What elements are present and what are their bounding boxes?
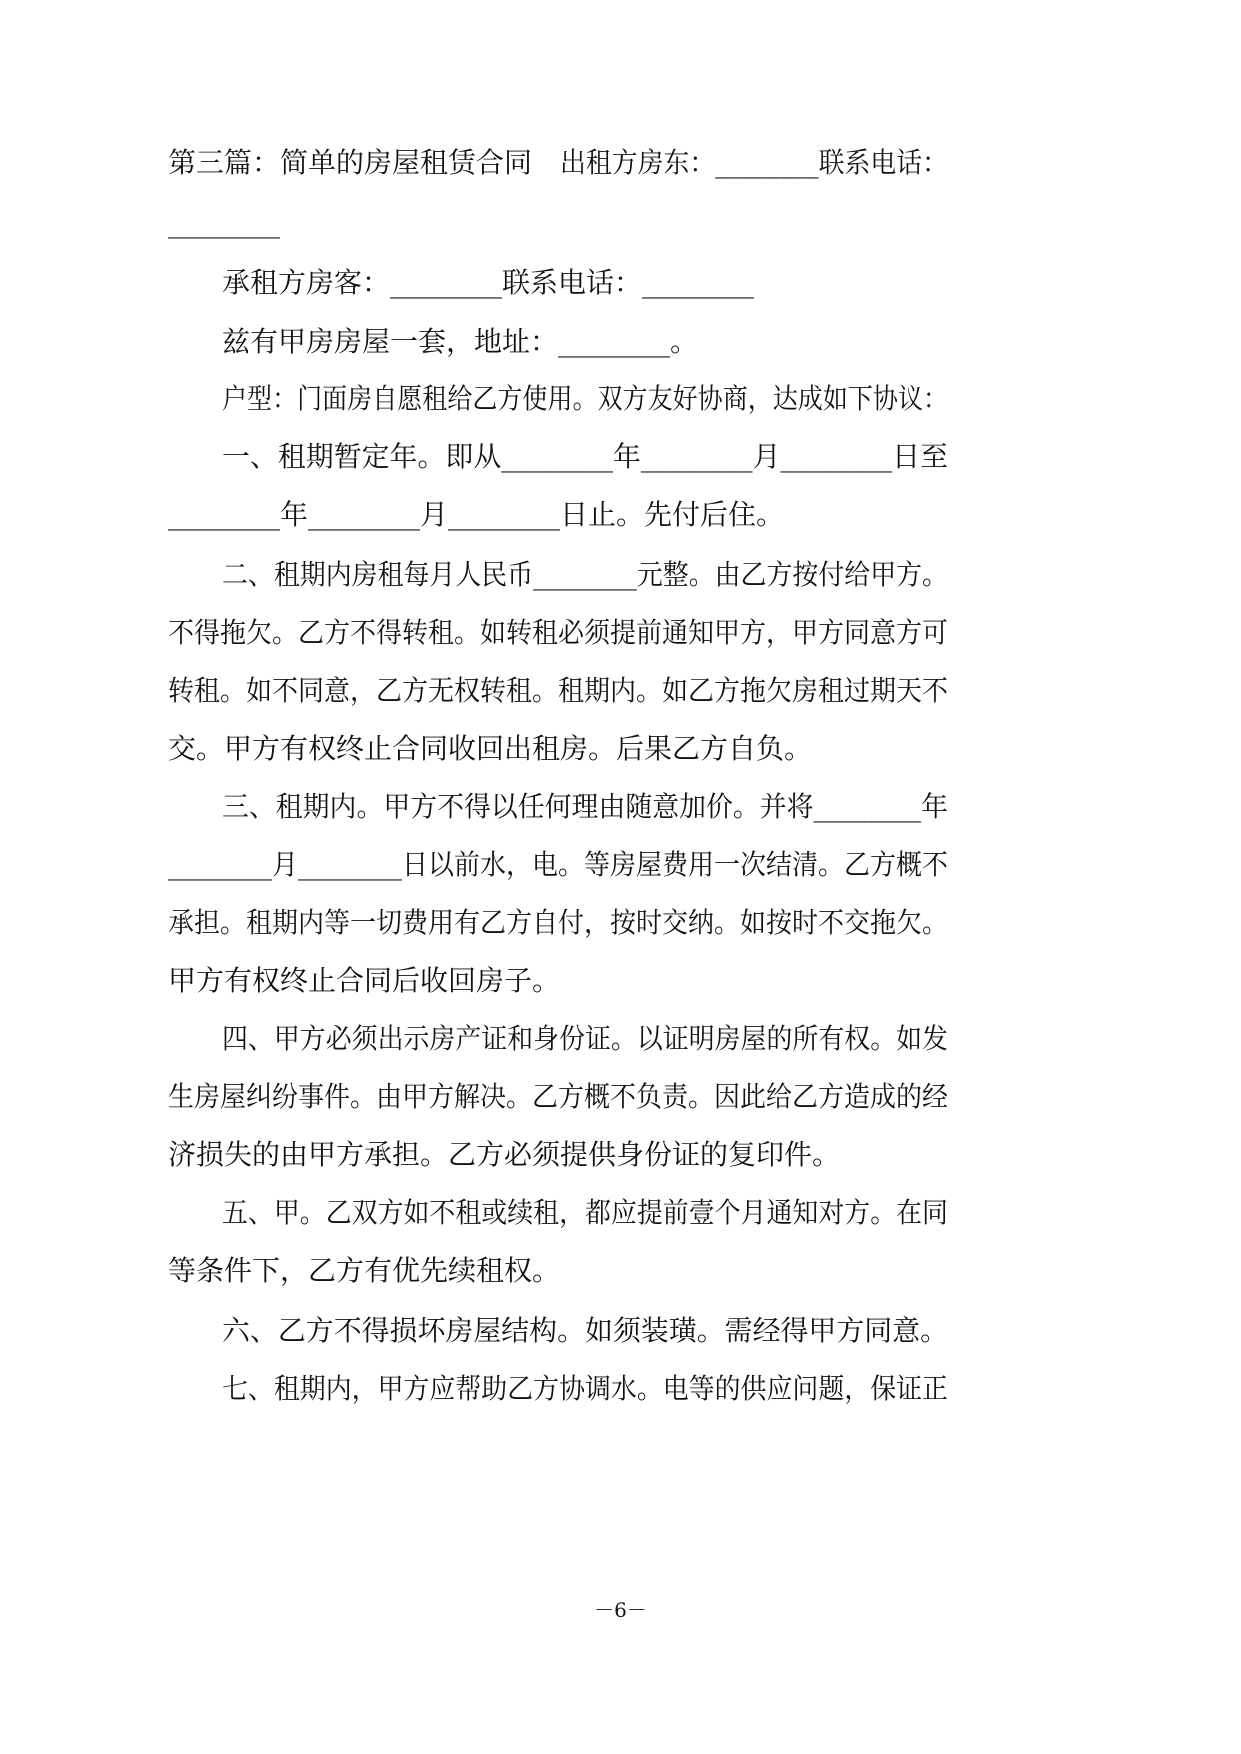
page-number: －6－ <box>594 1598 647 1622</box>
phone-blank: ________ <box>168 206 280 239</box>
clause-4-cont: 生房屋纠纷事件。由甲方解决。乙方概不负责。因此给乙方造成的经 <box>168 1080 949 1113</box>
clause-5: 五、甲。乙双方如不租或续租，都应提前壹个月通知对方。在同 <box>222 1196 948 1229</box>
intro-paragraph: 户型：门面房自愿租给乙方使用。双方友好协商，达成如下协议： <box>222 382 949 415</box>
text-line <box>0 613 1241 653</box>
text-line <box>0 1135 1241 1175</box>
clause-1-cont: ________年________月________日止。先付后住。 <box>168 498 785 531</box>
text-line <box>0 1369 1241 1409</box>
clause-4: 四、甲方必须出示房产证和身份证。以证明房屋的所有权。如发 <box>222 1022 948 1055</box>
clause-1: 一、租期暂定年。即从________年________月________日至 <box>222 440 949 473</box>
text-line <box>0 1311 1241 1351</box>
clause-2-cont: 交。甲方有权终止合同收回出租房。后果乙方自负。 <box>168 732 813 765</box>
clause-3-cont: ________月________日以前水，电。等房屋费用一次结清。乙方概不 <box>168 848 949 881</box>
clause-3-cont: 甲方有权终止合同后收回房子。 <box>168 964 561 997</box>
text-line <box>0 671 1241 711</box>
clause-7: 七、租期内，甲方应帮助乙方协调水。电等的供应问题，保证正 <box>222 1372 948 1405</box>
text-line <box>0 1251 1241 1291</box>
text-line <box>0 379 1241 419</box>
text-line <box>0 437 1241 477</box>
text-line <box>0 263 1241 303</box>
heading-line <box>0 143 1241 183</box>
address-field: 兹有甲房房屋一套，地址：________。 <box>222 325 699 358</box>
doc-title: 第三篇：简单的房屋租赁合同 <box>168 146 533 179</box>
text-line <box>0 1077 1241 1117</box>
text-line <box>0 495 1241 535</box>
text-line <box>0 203 1241 243</box>
text-line <box>0 787 1241 827</box>
text-line <box>0 1019 1241 1059</box>
text-line <box>0 903 1241 943</box>
clause-2: 二、租期内房租每月人民币________元整。由乙方按付给甲方。 <box>222 558 948 591</box>
clause-6: 六、乙方不得损坏房屋结构。如须装璜。需经得甲方同意。 <box>222 1314 949 1347</box>
text-line <box>0 729 1241 769</box>
clause-2-cont: 转租。如不同意，乙方无权转租。租期内。如乙方拖欠房租过期天不 <box>168 674 949 707</box>
clause-2-cont: 不得拖欠。乙方不得转租。如转租必须提前通知甲方，甲方同意方可 <box>168 616 949 649</box>
landlord-field: 出租方房东：________联系电话： <box>560 146 949 179</box>
text-line <box>0 1193 1241 1233</box>
tenant-field: 承租方房客：________联系电话：________ <box>222 266 755 299</box>
text-line <box>0 961 1241 1001</box>
clause-5-cont: 等条件下，乙方有优先续租权。 <box>168 1254 561 1287</box>
clause-3-cont: 承担。租期内等一切费用有乙方自付，按时交纳。如按时不交拖欠。 <box>168 906 949 939</box>
text-line <box>0 845 1241 885</box>
text-line <box>0 322 1241 362</box>
clause-3: 三、租期内。甲方不得以任何理由随意加价。并将________年 <box>222 790 949 823</box>
text-line <box>0 555 1241 595</box>
clause-4-cont: 济损失的由甲方承担。乙方必须提供身份证的复印件。 <box>168 1138 841 1171</box>
